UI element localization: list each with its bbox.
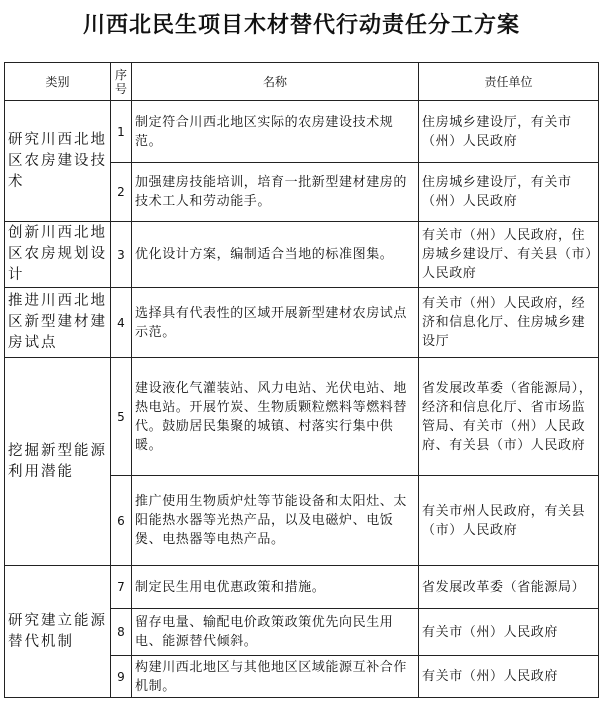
table-row	[5, 101, 599, 163]
seq-cell: 5	[111, 358, 132, 476]
header-category: 类别	[5, 63, 111, 101]
category-cell: 研究建立能源替代机制	[5, 566, 111, 698]
category-cell: 挖掘新型能源利用潜能	[5, 358, 111, 566]
name-cell: 推广使用生物质炉灶等节能设备和太阳灶、太阳能热水器等光热产品，以及电磁炉、电饭煲、电热器等电热产品。	[132, 476, 419, 566]
table-row	[5, 566, 599, 609]
seq-cell: 7	[111, 566, 132, 609]
name-cell: 制定符合川西北地区实际的农房建设技术规范。	[132, 101, 419, 163]
header-unit: 责任单位	[419, 63, 599, 101]
seq-cell: 9	[111, 656, 132, 698]
category-cell: 研究川西北地区农房建设技术	[5, 101, 111, 222]
unit-cell: 省发展改革委（省能源局）	[419, 566, 599, 609]
table-row	[5, 222, 599, 288]
document-title: 川西北民生项目木材替代行动责任分工方案	[82, 13, 520, 38]
name-cell: 选择具有代表性的区域开展新型建材农房试点示范。	[132, 288, 419, 358]
name-cell: 制定民生用电优惠政策和措施。	[132, 566, 419, 609]
seq-cell: 3	[111, 222, 132, 288]
category-cell: 创新川西北地区农房规划设计	[5, 222, 111, 288]
seq-cell: 4	[111, 288, 132, 358]
header-row	[5, 63, 599, 101]
unit-cell: 住房城乡建设厅，有关市（州）人民政府	[419, 101, 599, 163]
unit-cell: 有关市（州）人民政府，住房城乡建设厅、有关县（市）人民政府	[419, 222, 599, 288]
name-cell: 留存电量、输配电价政策政策优先向民生用电、能源替代倾斜。	[132, 609, 419, 656]
seq-cell: 1	[111, 101, 132, 163]
unit-cell: 有关市（州）人民政府	[419, 656, 599, 698]
unit-cell: 有关市（州）人民政府，经济和信息化厅、住房城乡建设厅	[419, 288, 599, 358]
unit-cell: 有关市（州）人民政府	[419, 609, 599, 656]
responsibility-table	[4, 62, 599, 698]
name-cell: 构建川西北地区与其他地区区域能源互补合作机制。	[132, 656, 419, 698]
name-cell: 优化设计方案，编制适合当地的标准图集。	[132, 222, 419, 288]
header-seq	[111, 63, 132, 101]
unit-cell: 省发展改革委（省能源局），经济和信息化厅、省市场监管局、有关市（州）人民政府、有关县（市）人民政府	[419, 358, 599, 476]
seq-cell: 8	[111, 609, 132, 656]
unit-cell: 住房城乡建设厅，有关市（州）人民政府	[419, 163, 599, 222]
category-cell: 推进川西北地区新型建材建房试点	[5, 288, 111, 358]
header-name: 名称	[132, 63, 419, 101]
seq-cell: 2	[111, 163, 132, 222]
name-cell: 建设液化气灌装站、风力电站、光伏电站、地热电站。开展竹炭、生物质颗粒燃料等燃料替代。鼓励居民集聚的城镇、村落实行集中供暖。	[132, 358, 419, 476]
seq-cell: 6	[111, 476, 132, 566]
header-seq-line2: 号	[114, 81, 127, 96]
unit-cell: 有关市州人民政府，有关县（市）人民政府	[419, 476, 599, 566]
table-row	[5, 358, 599, 476]
table-row	[5, 288, 599, 358]
name-cell: 加强建房技能培训，培育一批新型建材建房的技术工人和劳动能手。	[132, 163, 419, 222]
header-seq-line1: 序	[114, 67, 127, 82]
